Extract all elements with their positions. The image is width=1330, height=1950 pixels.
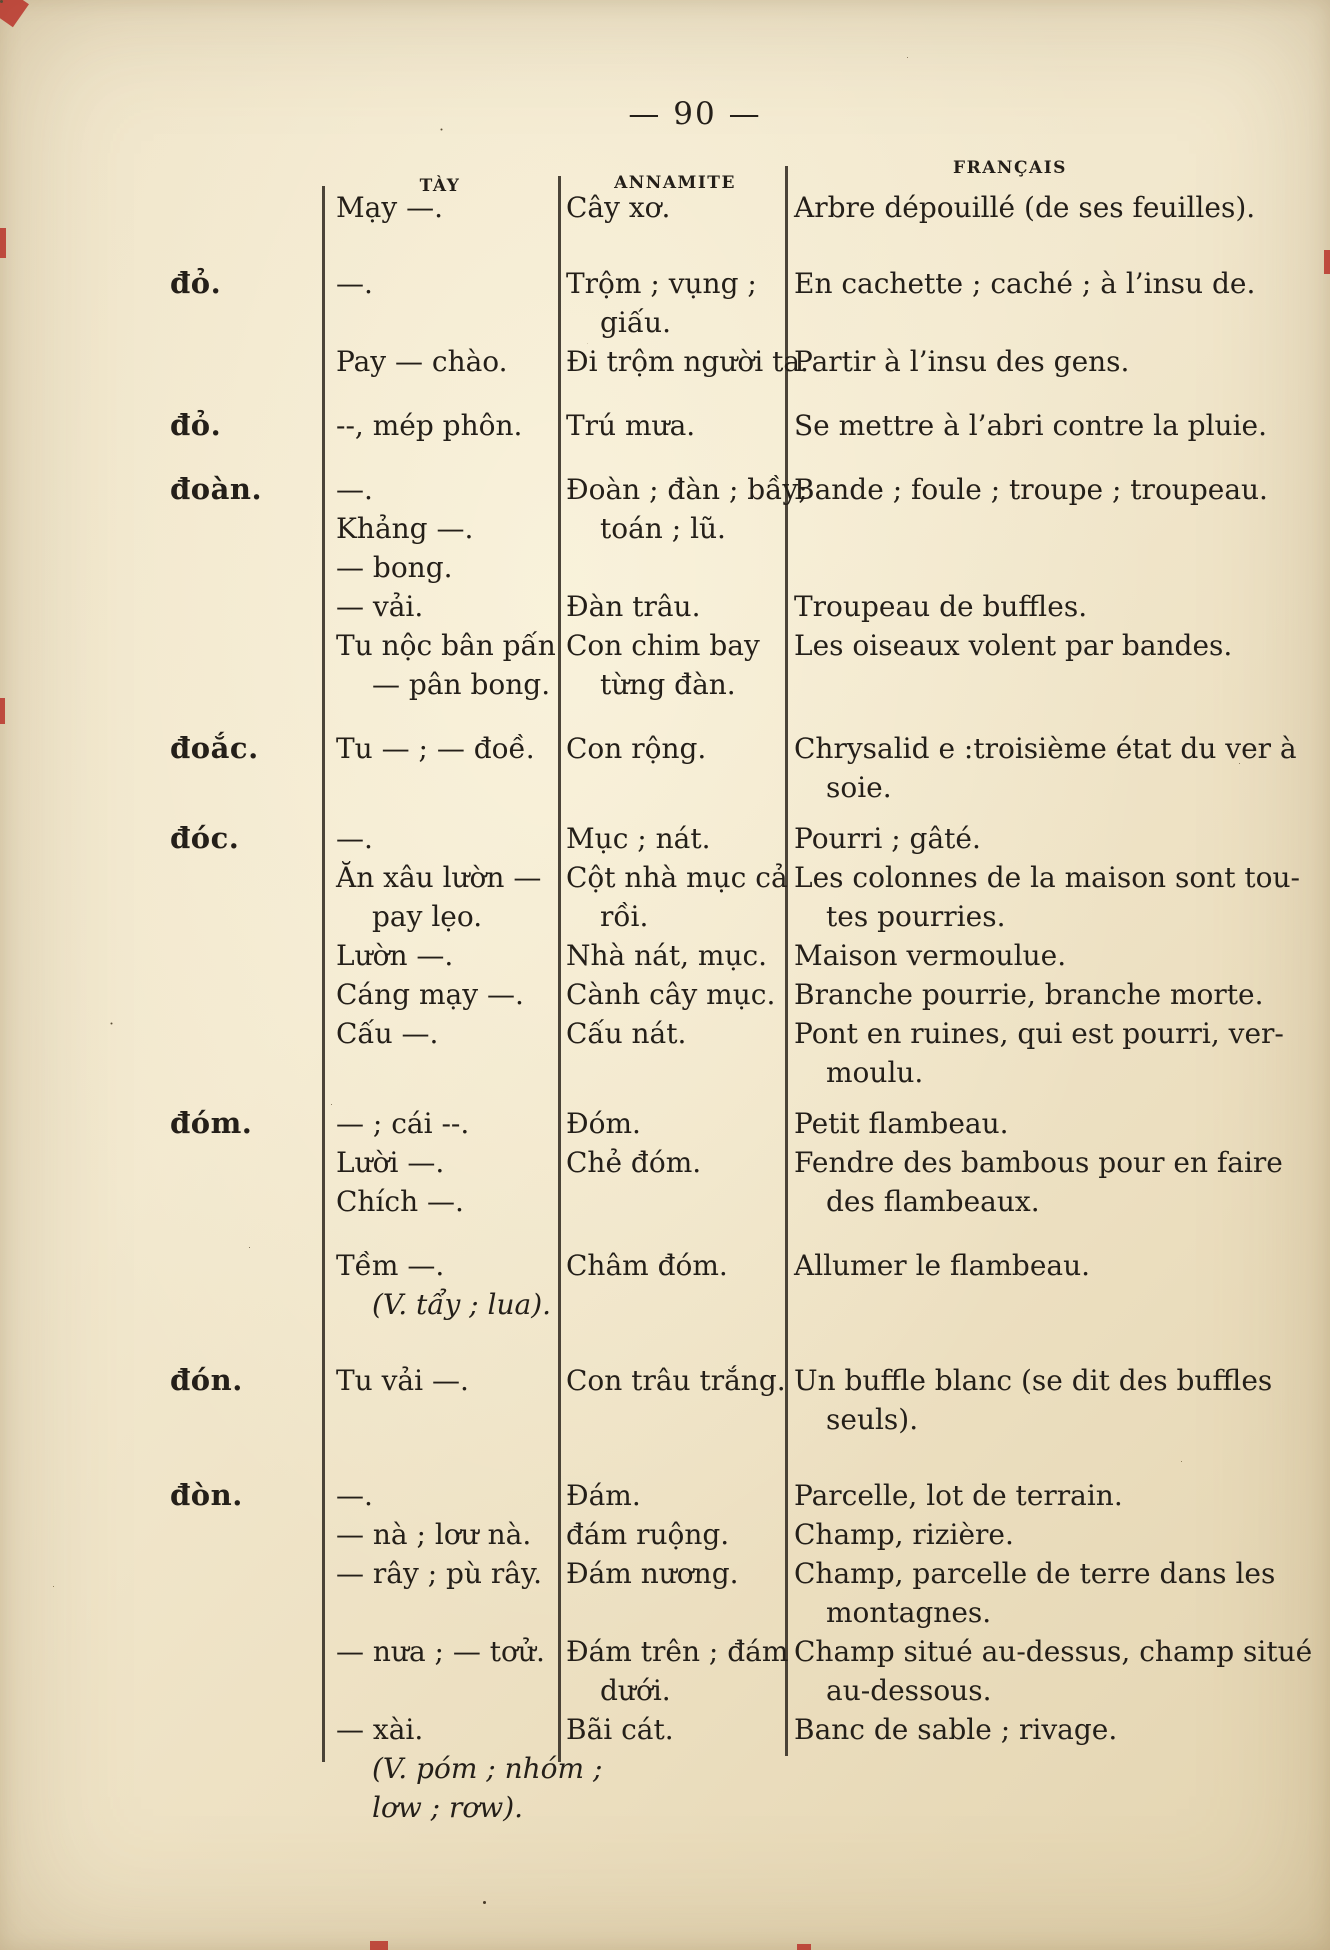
cell-fr: Branche pourrie, branche morte. — [794, 978, 1264, 1011]
cell-tay: Mạy —. — [336, 191, 443, 224]
paper-specks — [0, 0, 2, 2]
cell-fr: Fendre des bambous pour en faire — [794, 1146, 1283, 1179]
cell-ann: Con trâu trắng. — [566, 1364, 786, 1397]
dictionary-row — [0, 1182, 1330, 1221]
dictionary-row — [0, 1053, 1330, 1092]
column-header-annamite: ANNAMITE — [614, 173, 736, 193]
dictionary-row — [0, 936, 1330, 975]
cell-tay: —. — [336, 822, 373, 855]
headword: đỏ. — [170, 266, 222, 300]
cell-fr: Allumer le flambeau. — [794, 1249, 1091, 1282]
dictionary-row — [0, 897, 1330, 936]
dictionary-row — [0, 1476, 1330, 1515]
headword: đóm. — [170, 1106, 253, 1140]
cell-ann: toán ; lũ. — [600, 512, 726, 545]
cell-tay: Cấu —. — [336, 1017, 439, 1050]
cell-tay: — ; cái --. — [336, 1107, 470, 1140]
cell-fr: au-dessous. — [826, 1674, 992, 1707]
cell-fr: Petit flambeau. — [794, 1107, 1009, 1140]
cell-tay: Lườn —. — [336, 939, 454, 972]
cell-ann: dưới. — [600, 1674, 671, 1707]
dictionary-row — [0, 1246, 1330, 1285]
cell-tay: (V. póm ; nhóm ; — [372, 1752, 603, 1785]
cell-ann: Trộm ; vụng ; — [566, 267, 757, 300]
dictionary-row — [0, 587, 1330, 626]
cell-fr: Champ situé au-dessus, champ situé — [794, 1635, 1313, 1668]
cell-ann: Trú mưa. — [566, 409, 696, 442]
cell-tay: Chích —. — [336, 1185, 464, 1218]
dictionary-row — [0, 819, 1330, 858]
dictionary-row — [0, 548, 1330, 587]
scan-artifact — [0, 228, 6, 258]
cell-ann: rồi. — [600, 900, 649, 933]
cell-ann: Đóm. — [566, 1107, 641, 1140]
dictionary-row — [0, 1671, 1330, 1710]
cell-tay: —. — [336, 267, 373, 300]
cell-fr: Champ, parcelle de terre dans les — [794, 1557, 1276, 1590]
cell-fr: des flambeaux. — [826, 1185, 1040, 1218]
cell-ann: Con rộng. — [566, 732, 707, 765]
cell-ann: Bãi cát. — [566, 1713, 674, 1746]
cell-tay: — pân bong. — [372, 668, 551, 701]
cell-fr: tes pourries. — [826, 900, 1006, 933]
column-header-tay: TÀY — [419, 176, 461, 196]
cell-ann: Mục ; nát. — [566, 822, 711, 855]
cell-ann: Đoàn ; đàn ; bầy; — [566, 473, 808, 506]
cell-ann: Đi trộm người ta. — [566, 345, 809, 378]
cell-tay: Ăn xâu lườn — — [336, 861, 542, 894]
cell-tay: lơw ; rơw). — [372, 1791, 524, 1824]
dictionary-row — [0, 1632, 1330, 1671]
cell-ann: Cây xơ. — [566, 191, 671, 224]
dictionary-row — [0, 470, 1330, 509]
cell-tay: pay lẹo. — [372, 900, 483, 933]
cell-fr: Chrysalid e :troisième état du ver à — [794, 732, 1297, 765]
cell-fr: montagnes. — [826, 1596, 992, 1629]
cell-fr: Maison vermoulue. — [794, 939, 1067, 972]
cell-fr: Champ, rizière. — [794, 1518, 1014, 1551]
cell-tay: — nà ; lơư nà. — [336, 1518, 532, 1551]
cell-fr: Pont en ruines, qui est pourri, ver- — [794, 1017, 1284, 1050]
dictionary-row — [0, 303, 1330, 342]
dictionary-row — [0, 1400, 1330, 1439]
cell-fr: moulu. — [826, 1056, 924, 1089]
dictionary-row — [0, 1361, 1330, 1400]
cell-tay: — nưa ; — tơử. — [336, 1635, 545, 1668]
cell-ann: Cấu nát. — [566, 1017, 687, 1050]
cell-fr: Partir à l’insu des gens. — [794, 345, 1130, 378]
cell-tay: Tu vải —. — [336, 1364, 469, 1397]
cell-fr: seuls). — [826, 1403, 919, 1436]
headword: đóc. — [170, 821, 240, 855]
cell-fr: Troupeau de buffles. — [794, 590, 1088, 623]
cell-fr: Parcelle, lot de terrain. — [794, 1479, 1123, 1512]
cell-fr: soie. — [826, 771, 892, 804]
cell-fr: Les colonnes de la maison sont tou- — [794, 861, 1301, 894]
dictionary-row — [0, 1749, 1330, 1788]
cell-ann: Đám trên ; đám — [566, 1635, 789, 1668]
cell-fr: Se mettre à l’abri contre la pluie. — [794, 409, 1268, 442]
cell-tay: Lười —. — [336, 1146, 445, 1179]
headword: đoắc. — [170, 731, 259, 765]
dictionary-row — [0, 858, 1330, 897]
cell-fr: En cachette ; caché ; à l’insu de. — [794, 267, 1256, 300]
dictionary-row — [0, 665, 1330, 704]
headword: đoàn. — [170, 472, 263, 506]
cell-ann: Cột nhà mục cả — [566, 861, 788, 894]
dictionary-row — [0, 1014, 1330, 1053]
headword: đòn. — [170, 1478, 243, 1512]
cell-ann: Đám. — [566, 1479, 641, 1512]
scan-artifact — [0, 0, 29, 27]
dictionary-row — [0, 1143, 1330, 1182]
cell-fr: Arbre dépouillé (de ses feuilles). — [794, 191, 1256, 224]
dictionary-row — [0, 1285, 1330, 1324]
scan-artifact — [1324, 250, 1330, 274]
cell-tay: — rây ; pù rây. — [336, 1557, 542, 1590]
cell-tay: — bong. — [336, 551, 453, 584]
headword: đỏ. — [170, 408, 222, 442]
cell-tay: --, mép phôn. — [336, 409, 523, 442]
cell-tay: Pay — chào. — [336, 345, 508, 378]
cell-ann: Đàn trâu. — [566, 590, 701, 623]
cell-fr: Banc de sable ; rivage. — [794, 1713, 1118, 1746]
cell-tay: Tu nộc bân pấn — [336, 629, 556, 662]
column-header-francais: FRANÇAIS — [953, 158, 1067, 178]
cell-tay: Tu — ; — đoề. — [336, 732, 535, 765]
dictionary-row — [0, 1515, 1330, 1554]
cell-fr: Bande ; foule ; troupe ; troupeau. — [794, 473, 1268, 506]
cell-tay: Cáng mạy —. — [336, 978, 524, 1011]
cell-tay: — xài. — [336, 1713, 424, 1746]
cell-tay: Tềm —. — [336, 1249, 445, 1282]
cell-fr: Pourri ; gâté. — [794, 822, 981, 855]
cell-ann: Chẻ đóm. — [566, 1146, 702, 1179]
scan-artifact — [370, 1941, 388, 1950]
dictionary-row — [0, 626, 1330, 665]
scan-artifact — [0, 698, 5, 724]
cell-ann: đám ruộng. — [566, 1518, 730, 1551]
dictionary-row — [0, 1788, 1330, 1827]
cell-fr: Un buffle blanc (se dit des buffles — [794, 1364, 1273, 1397]
dictionary-row — [0, 1593, 1330, 1632]
cell-ann: Cành cây mục. — [566, 978, 776, 1011]
dictionary-row — [0, 1104, 1330, 1143]
cell-ann: Châm đóm. — [566, 1249, 728, 1282]
cell-tay: Khảng —. — [336, 512, 474, 545]
cell-fr: Les oiseaux volent par bandes. — [794, 629, 1233, 662]
dictionary-row — [0, 1554, 1330, 1593]
dictionary-row — [0, 342, 1330, 381]
cell-tay: —. — [336, 1479, 373, 1512]
page-number: — 90 — — [628, 96, 762, 132]
dictionary-row — [0, 768, 1330, 807]
dictionary-row — [0, 1710, 1330, 1749]
cell-ann: giấu. — [600, 306, 671, 339]
scan-artifact — [797, 1944, 811, 1950]
dictionary-row — [0, 975, 1330, 1014]
dictionary-row — [0, 264, 1330, 303]
cell-tay: —. — [336, 473, 373, 506]
headword: đón. — [170, 1363, 243, 1397]
cell-ann: từng đàn. — [600, 668, 736, 701]
dictionary-row — [0, 188, 1330, 227]
cell-tay: (V. tẩy ; lua). — [372, 1288, 552, 1321]
cell-ann: Con chim bay — [566, 629, 760, 662]
cell-tay: — vải. — [336, 590, 424, 623]
dictionary-entries — [0, 188, 1330, 1827]
dictionary-row — [0, 729, 1330, 768]
cell-ann: Nhà nát, mục. — [566, 939, 768, 972]
cell-ann: Đám nương. — [566, 1557, 739, 1590]
dictionary-row — [0, 509, 1330, 548]
dictionary-row — [0, 406, 1330, 445]
